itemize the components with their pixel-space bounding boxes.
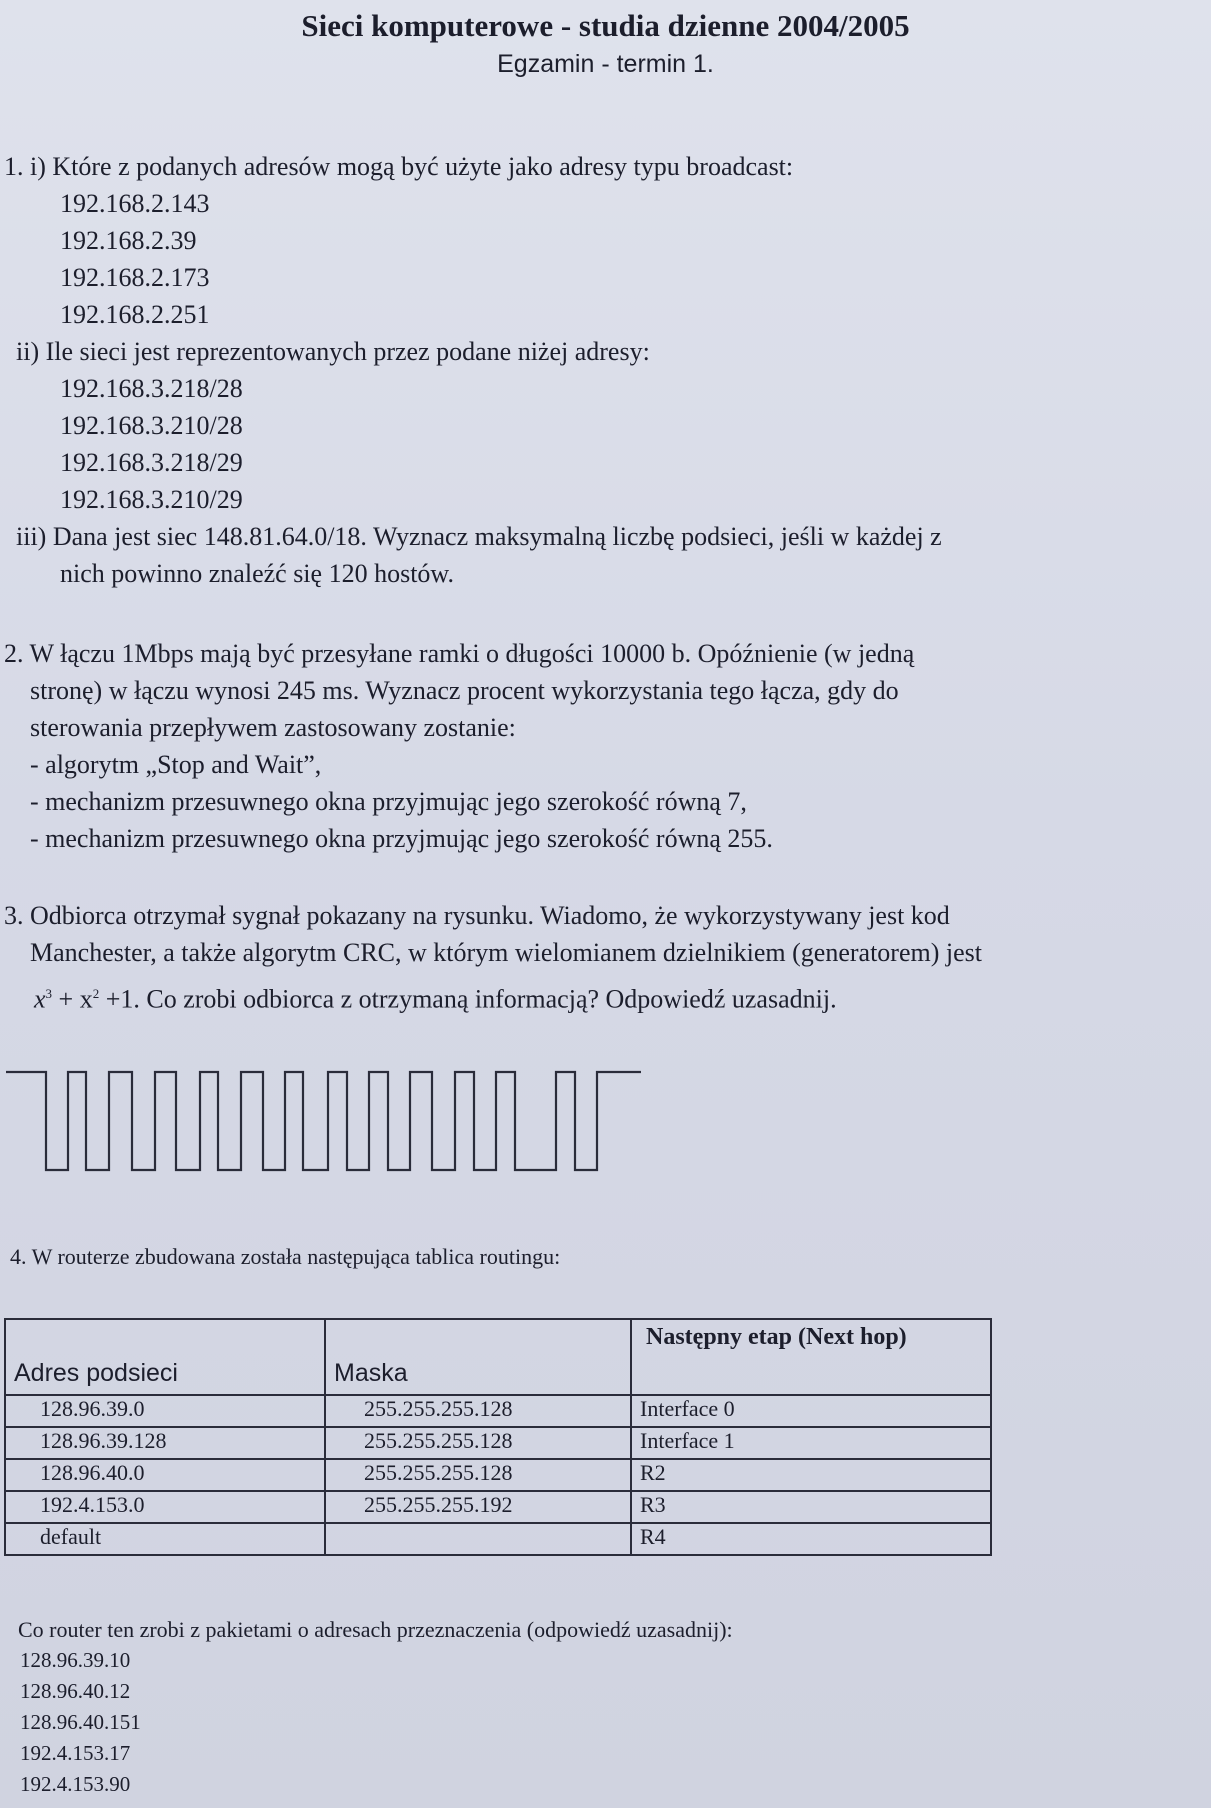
poly-exp: 2 [92,986,100,1001]
q1-ii-address: 192.168.3.218/29 [60,448,243,477]
q3-line-poly [34,975,837,1018]
q3-line: 3. Odbiorca otrzymał sygnał pokazany na rysunku. Wiadomo, że wykorzystywany jest kod [4,901,950,930]
page-title: Sieci komputerowe - studia dzienne 2004/2005 [301,8,910,43]
q1-iii-text-cont: nich powinno znaleźć się 120 hostów. [60,559,454,588]
column-header: Maska [325,1319,631,1395]
cell-next-hop: Interface 0 [631,1395,991,1427]
poly-term: + x [52,984,93,1014]
q1-ii-address: 192.168.3.218/28 [60,374,243,403]
q3-line-rest: . Co zrobi odbiorca z otrzymaną informacją? Odpowiedź uzasadnij. [133,984,837,1014]
q1-i-address: 192.168.2.39 [60,226,197,255]
poly-term: +1 [99,984,134,1014]
cell-next-hop: Interface 1 [631,1427,991,1459]
cell-subnet: 128.96.39.128 [5,1427,325,1459]
cell-subnet: 128.96.39.0 [5,1395,325,1427]
routing-table [4,1318,992,1556]
q2-line: stronę) w łączu wynosi 245 ms. Wyznacz procent wykorzystania tego łącza, gdy do [30,676,899,705]
poly-x: x [34,984,46,1014]
q1-i-text: 1. i) Które z podanych adresów mogą być użyte jako adresy typu broadcast: [4,152,794,181]
packet-address: 192.4.153.90 [20,1772,131,1796]
cell-mask: 255.255.255.128 [325,1459,631,1491]
q3-line: Manchester, a także algorytm CRC, w którym wielomianem dzielnikiem (generatorem) jest [30,938,982,967]
column-header: Adres podsieci [5,1319,325,1395]
column-header: Następny etap (Next hop) [631,1319,991,1395]
q2-option: - algorytm „Stop and Wait”, [30,750,322,779]
signal-waveform [6,1072,641,1170]
cell-next-hop: R4 [631,1523,991,1555]
table-row [5,1459,991,1491]
packet-address: 192.4.153.17 [20,1741,131,1765]
cell-mask: 255.255.255.128 [325,1427,631,1459]
q2-line: 2. W łączu 1Mbps mają być przesyłane ramki o długości 10000 b. Opóźnienie (w jedną [4,639,915,668]
manchester-signal-diagram [6,1062,716,1182]
q4-intro: 4. W routerze zbudowana została następująca tablica routingu: [10,1244,561,1269]
cell-mask: 255.255.255.128 [325,1395,631,1427]
table-header-row [5,1319,991,1395]
q1-ii-text: ii) Ile sieci jest reprezentowanych przez podane niżej adresy: [16,337,650,366]
cell-subnet: default [5,1523,325,1555]
q1-iii-text: iii) Dana jest siec 148.81.64.0/18. Wyznacz maksymalną liczbę podsieci, jeśli w każdej z [16,522,942,551]
page-subtitle: Egzamin - termin 1. [497,50,714,78]
q1-ii-address: 192.168.3.210/28 [60,411,243,440]
cell-subnet: 128.96.40.0 [5,1459,325,1491]
q1-i-address: 192.168.2.173 [60,263,210,292]
table-row [5,1523,991,1555]
poly-exp: 3 [45,986,53,1001]
cell-subnet: 192.4.153.0 [5,1491,325,1523]
q2-line: sterowania przepływem zastosowany zostanie: [30,713,516,742]
packet-address: 128.96.39.10 [20,1648,131,1672]
q2-option: - mechanizm przesuwnego okna przyjmując jego szerokość równą 255. [30,824,773,853]
cell-next-hop: R3 [631,1491,991,1523]
cell-next-hop: R2 [631,1459,991,1491]
cell-mask [325,1523,631,1555]
packet-address: 128.96.40.151 [20,1710,141,1734]
cell-mask: 255.255.255.192 [325,1491,631,1523]
table-row [5,1491,991,1523]
q1-ii-address: 192.168.3.210/29 [60,485,243,514]
table-row [5,1427,991,1459]
q2-option: - mechanizm przesuwnego okna przyjmując jego szerokość równą 7, [30,787,747,816]
q1-i-address: 192.168.2.251 [60,300,210,329]
q1-i-address: 192.168.2.143 [60,189,210,218]
packet-address: 128.96.40.12 [20,1679,131,1703]
q4-question: Co router ten zrobi z pakietami o adresach przeznaczenia (odpowiedź uzasadnij): [18,1617,733,1642]
table-row [5,1395,991,1427]
